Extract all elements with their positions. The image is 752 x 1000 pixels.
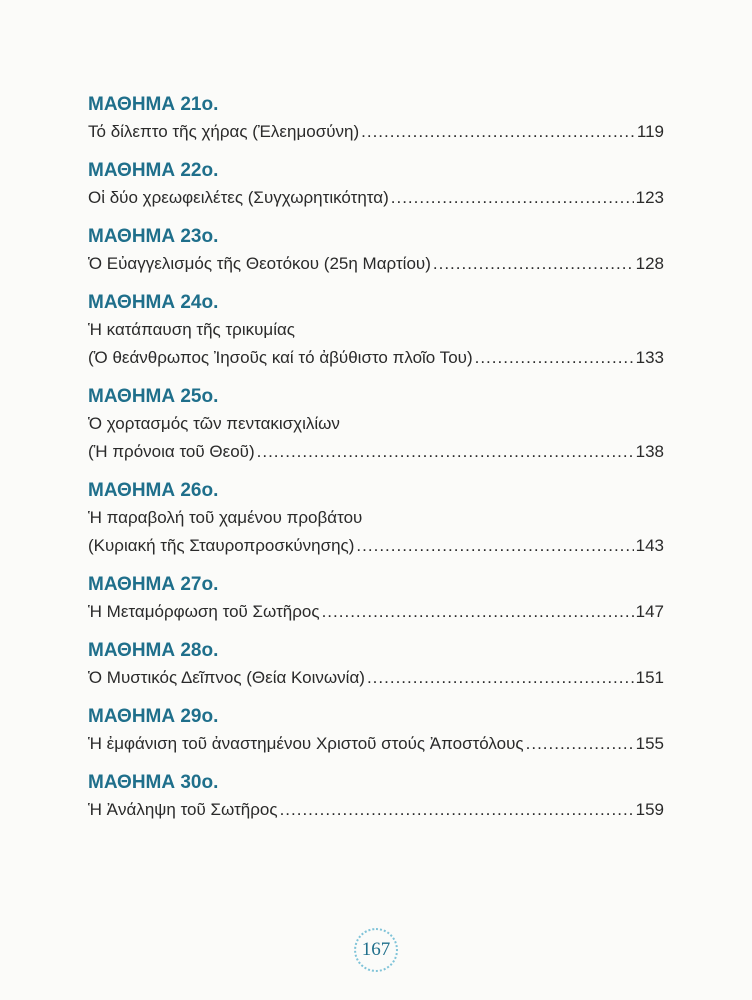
lesson-heading: ΜΑΘΗΜΑ 21ο. (88, 94, 219, 115)
lesson-heading: ΜΑΘΗΜΑ 30ο. (88, 772, 219, 793)
leader-dots (356, 532, 633, 560)
toc-entry[interactable] (88, 532, 664, 560)
toc-entry[interactable] (88, 344, 664, 372)
leader-dots (433, 250, 634, 278)
leader-dots (257, 438, 634, 466)
entry-page-number: 147 (635, 602, 664, 621)
toc-lesson-25 (88, 384, 664, 466)
entry-title: Ἡ Ἀνάληψη τοῦ Σωτῆρος (88, 800, 278, 819)
entry-title: Ἡ Μεταμόρφωση τοῦ Σωτῆρος (88, 602, 320, 621)
toc-lesson-30 (88, 770, 664, 824)
lesson-heading: ΜΑΘΗΜΑ 28ο. (88, 640, 219, 661)
toc-lesson-24 (88, 290, 664, 372)
lesson-heading: ΜΑΘΗΜΑ 26ο. (88, 480, 219, 501)
entry-title: Ἡ ἐμφάνιση τοῦ ἀναστημένου Χριστοῦ στούς Ἀποστόλους (88, 734, 524, 753)
toc-lesson-26 (88, 478, 664, 560)
toc-lesson-21 (88, 92, 664, 146)
leader-dots (367, 664, 634, 692)
entry-page-number: 159 (635, 800, 664, 819)
entry-title-line: Ὁ χορτασμός τῶν πεντακισχιλίων (88, 414, 340, 433)
toc-entry[interactable] (88, 598, 664, 626)
entry-title-line: Ἡ παραβολή τοῦ χαμένου προβάτου (88, 508, 363, 527)
leader-dots (361, 118, 635, 146)
toc-entry[interactable] (88, 796, 664, 824)
leader-dots (475, 344, 634, 372)
entry-page-number: 155 (635, 734, 664, 753)
leader-dots (280, 796, 634, 824)
entry-title-line: Ἡ κατάπαυση τῆς τρικυμίας (88, 320, 296, 339)
toc-lesson-27 (88, 572, 664, 626)
toc-lesson-28 (88, 638, 664, 692)
entry-title: Ὁ Εὐαγγελισμός τῆς Θεοτόκου (25η Μαρτίου) (88, 254, 431, 273)
toc-lesson-22 (88, 158, 664, 212)
lesson-heading: ΜΑΘΗΜΑ 29ο. (88, 706, 219, 727)
leader-dots (391, 184, 634, 212)
entry-page-number: 151 (635, 668, 664, 687)
lesson-heading: ΜΑΘΗΜΑ 24ο. (88, 292, 219, 313)
entry-page-number: 143 (635, 536, 664, 555)
entry-title: (Ὁ θεάνθρωπος Ἰησοῦς καί τό ἀβύθιστο πλοῖο Του) (88, 348, 473, 367)
toc-lesson-29 (88, 704, 664, 758)
entry-title: Ὁ Μυστικός Δεῖπνος (Θεία Κοινωνία) (88, 668, 365, 687)
leader-dots (526, 730, 634, 758)
entry-page-number: 123 (635, 188, 664, 207)
leader-dots (322, 598, 634, 626)
entry-page-number: 128 (635, 254, 664, 273)
table-of-contents (88, 92, 664, 824)
toc-lesson-23 (88, 224, 664, 278)
entry-title: Οἱ δύο χρεωφειλέτες (Συγχωρητικότητα) (88, 188, 389, 207)
toc-entry[interactable] (88, 184, 664, 212)
toc-entry[interactable] (88, 664, 664, 692)
entry-title: (Κυριακή τῆς Σταυροπροσκύνησης) (88, 536, 355, 555)
toc-entry[interactable] (88, 730, 664, 758)
lesson-heading: ΜΑΘΗΜΑ 22ο. (88, 160, 219, 181)
entry-page-number: 119 (636, 122, 664, 141)
entry-page-number: 133 (635, 348, 664, 367)
entry-title: (Ἡ πρόνοια τοῦ Θεοῦ) (88, 442, 255, 461)
toc-entry[interactable] (88, 438, 664, 466)
entry-page-number: 138 (635, 442, 664, 461)
page-number-badge: 167 (354, 928, 398, 972)
lesson-heading: ΜΑΘΗΜΑ 25ο. (88, 386, 219, 407)
toc-entry[interactable] (88, 118, 664, 146)
toc-entry[interactable] (88, 250, 664, 278)
entry-title: Τό δίλεπτο τῆς χήρας (Ἐλεημοσύνη) (88, 122, 360, 141)
lesson-heading: ΜΑΘΗΜΑ 27ο. (88, 574, 219, 595)
lesson-heading: ΜΑΘΗΜΑ 23ο. (88, 226, 219, 247)
